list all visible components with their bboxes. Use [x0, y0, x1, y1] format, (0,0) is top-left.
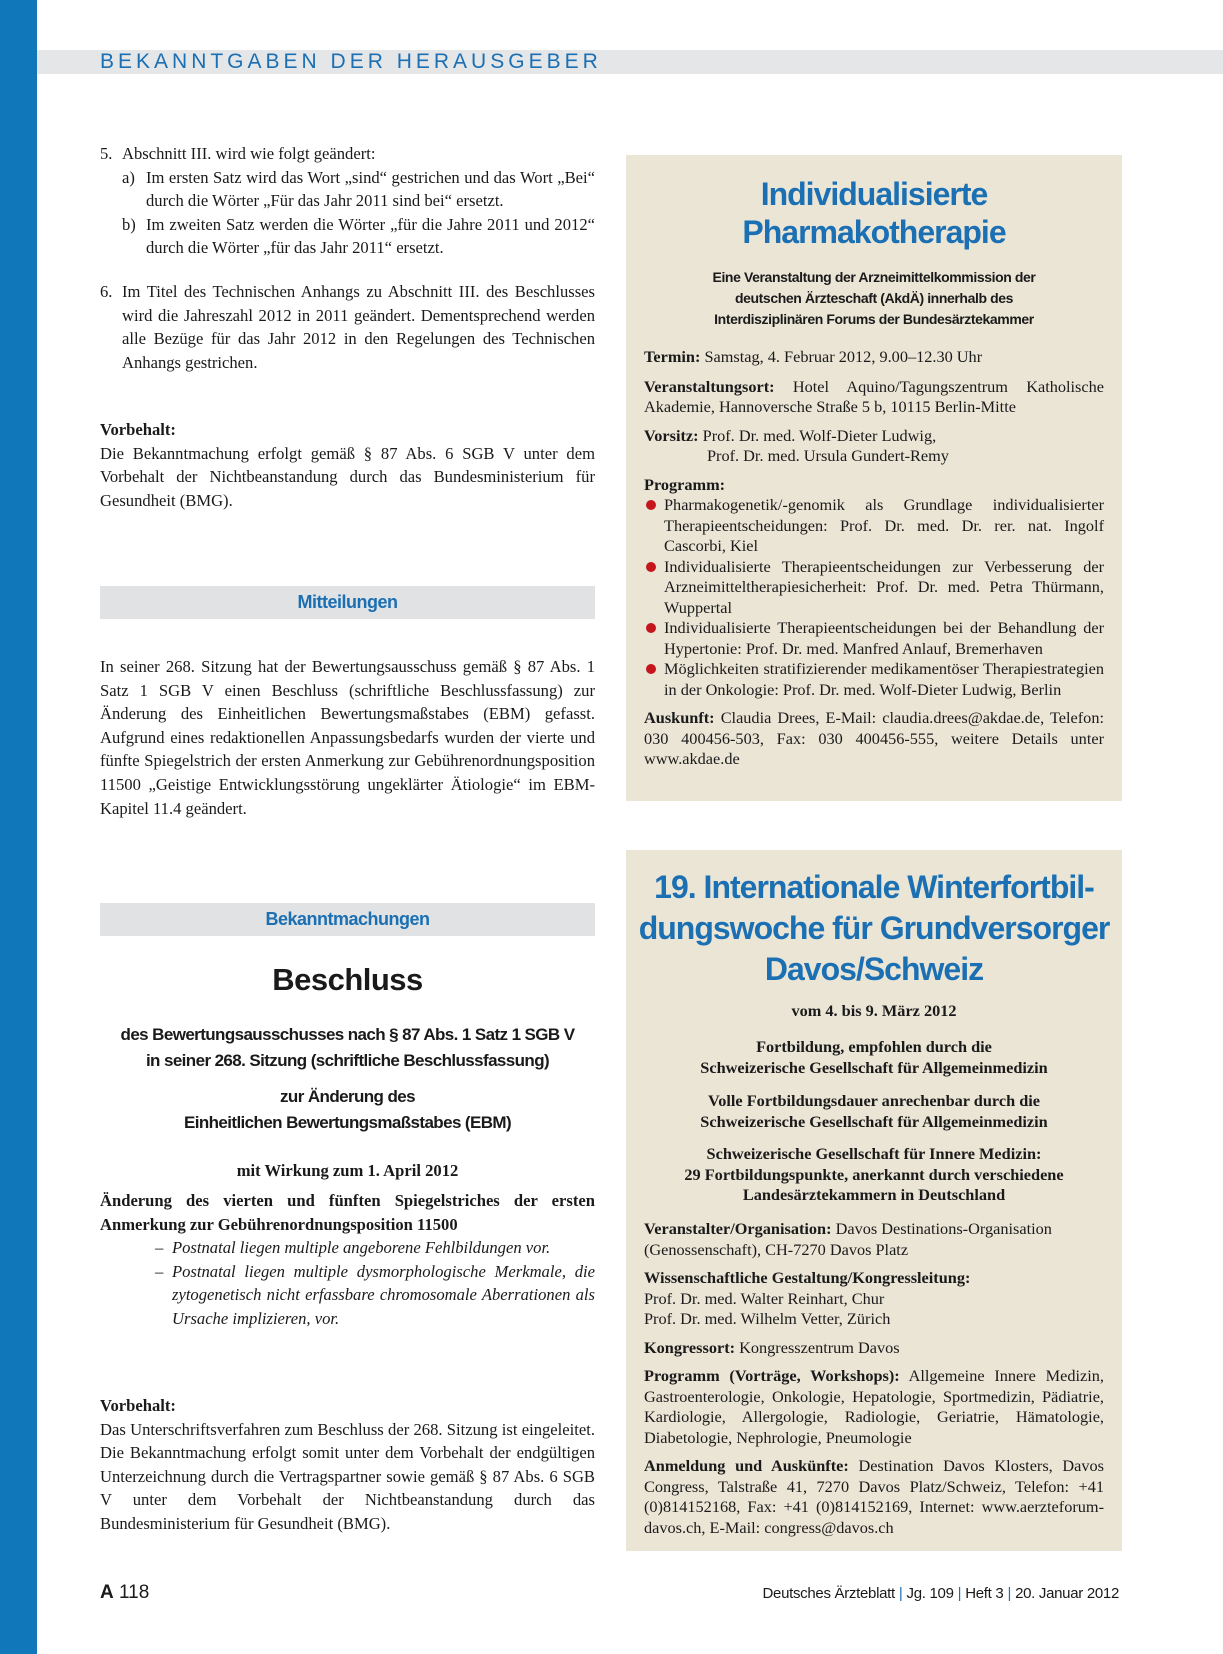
- wirkung-date: mit Wirkung zum 1. April 2012: [236, 1161, 459, 1180]
- event-date: vom 4. bis 9. März 2012: [791, 1001, 957, 1020]
- sub-item-b: b) Im zweiten Satz werden die Wörter „für die Jahre 2011 und 2012“ durch die Wörter „für das Jahr 2011“ ersetzt.: [122, 214, 595, 258]
- sub-item-a: a) Im ersten Satz wird das Wort „sind“ gestrichen und das Wort „Bei“ durch die Wörter „Für das Jahr 2011 sind bei“ ersetzt.: [122, 167, 595, 211]
- vorbehalt-label: Vorbehalt:: [100, 1396, 176, 1415]
- page-number: A 118: [100, 1582, 150, 1603]
- auskunft: Auskunft: Claudia Drees, E-Mail: claudia.drees@akdae.de, Telefon: 030 400456-503, Fax: 030 400456-555, weitere Details unter www.akdae.de: [644, 708, 1104, 768]
- bullet-icon: [646, 562, 656, 572]
- event-subtitle: Eine Veranstaltung der Arzneimittelkommission der deutschen Ärzteschaft (AkdÄ) innerhalb des Interdisziplinären Forums der Bundesärztekammer: [712, 269, 1036, 327]
- bullet-icon: [646, 664, 656, 674]
- sidebar-stripe: [0, 0, 37, 1654]
- veranstalter: Veranstalter/Organisation: Davos Destinations-Organisation (Genossenschaft), CH-7270 Davos Platz: [644, 1219, 1052, 1259]
- journal-info: Deutsches Ärzteblatt | Jg. 109 | Heft 3 | 20. Januar 2012: [762, 1585, 1119, 1602]
- list-item-6: 6. Im Titel des Technischen Anhangs zu Abschnitt III. des Beschlusses wird die Jahreszahl 2012 in 2011 geändert. Dementsprechend werden alle Bezüge für das Jahr 2012 in den Regelungen des Technischen Anhangs gestrichen.: [100, 281, 595, 372]
- accreditation-2: Volle Fortbildungsdauer anrechenbar durch die Schweizerische Gesellschaft für Allgemeinmedizin: [700, 1091, 1048, 1131]
- accreditation-3: Schweizerische Gesellschaft für Innere Medizin: 29 Fortbildungspunkte, anerkannt durch verschiedene Landesärztekammern in Deutschland: [684, 1144, 1064, 1204]
- dash-item-2: – Postnatal liegen multiple dysmorphologische Merkmale, die zytogenetisch nicht erfassbare chromosomale Aberrationen als Ursache implizieren, vor.: [155, 1261, 595, 1328]
- beschluss-subtitle: des Bewertungsausschusses nach § 87 Abs. 1 Satz 1 SGB V in seiner 268. Sitzung (schriftliche Beschlussfassung): [120, 1025, 575, 1070]
- wiss-label: Wissenschaftliche Gestaltung/Kongressleitung:: [644, 1268, 971, 1287]
- veranstaltungsort: Veranstaltungsort: Hotel Aquino/Tagungszentrum Katholische Akademie, Hannoversche Straße 5 b, 10115 Berlin-Mitte: [644, 376, 1104, 416]
- vorbehalt-text: Das Unterschriftsverfahren zum Beschluss der 268. Sitzung ist eingeleitet. Die Bekanntmachung erfolgt somit unter dem Vorbehalt der endgültigen Unterzeichnung durch die Vertragspartner sowie gemäß § 87 Abs. 6 SGB V unter dem Vorbehalt der Nichtbeanstandung durch das Bundesministerium für Gesundheit (BMG).: [100, 1419, 595, 1533]
- bullet-icon: [646, 500, 656, 510]
- section-header: BEKANNTGABEN DER HERAUSGEBER: [100, 50, 602, 73]
- vorsitz-2: Prof. Dr. med. Ursula Gundert-Remy: [707, 446, 949, 465]
- vorbehalt-text: Die Bekanntmachung erfolgt gemäß § 87 Abs. 6 SGB V unter dem Vorbehalt der Nichtbeanstandung durch das Bundesministerium für Gesundheit (BMG).: [100, 443, 595, 510]
- aenderung-block: [100, 1189, 595, 1331]
- programm-item: Individualisierte Therapieentscheidungen bei der Behandlung der Hypertonie: Prof. Dr. med. Manfred Anlauf, Bremerhaven: [644, 618, 1104, 659]
- anmeldung: Anmeldung und Auskünfte: Destination Davos Klosters, Davos Congress, Talstraße 41, 7270 Davos Platz/Schweiz, Telefon: +41 (0)814152168, Fax: +41 (0)814152169, Internet: www.aerzteforum-davos.ch, E-Mail: congress@davos.ch: [644, 1456, 1104, 1537]
- vorbehalt-block-2: [100, 1394, 595, 1536]
- programm: Programm (Vorträge, Workshops): Allgemeine Innere Medizin, Gastroenterologie, Onkologie, Hepatologie, Sportmedizin, Pädiatrie, Kardiologie, Allergologie, Radiologie, Geriatrie, Hämatologie, Diabetologie, Nephrologie, Pneumologie: [644, 1366, 1104, 1447]
- beschluss-title: Beschluss: [272, 962, 423, 997]
- list-item-text: Abschnitt III. wird wie folgt geändert:: [122, 144, 376, 163]
- programm-item: Individualisierte Therapieentscheidungen zur Verbesserung der Arzneimitteltherapiesicherheit: Prof. Dr. med. Petra Thürmann, Wuppertal: [644, 557, 1104, 619]
- beschluss-subject: zur Änderung des Einheitlichen Bewertungsmaßstabes (EBM): [183, 1087, 512, 1132]
- event-details: [644, 1219, 1104, 1538]
- aenderung-heading: Änderung des vierten und fünften Spiegelstriches der ersten Anmerkung zur Gebührenordnungsposition 11500: [100, 1191, 595, 1234]
- mitteilungen-text: In seiner 268. Sitzung hat der Bewertungsausschuss gemäß § 87 Abs. 1 Satz 1 SGB V einen Beschluss (schriftliche Beschlussfassung) zur Änderung des Einheitlichen Bewertungsmaßstabes (EBM) gefasst. Aufgrund eines redaktionellen Anpassungsbedarfs wurden der vierte und fünfte Spiegelstrich der ersten Anmerkung zur Gebührenordnungsposition 11500 „Geistige Entwicklungsstörung ungeklärter Ätiologie“ im EBM-Kapitel 11.4 geändert.: [100, 657, 595, 818]
- list-item-5: 5. Abschnitt III. wird wie folgt geändert:: [100, 142, 595, 166]
- bekanntmachungen-heading: Bekanntmachungen: [100, 903, 595, 936]
- vorbehalt-label: Vorbehalt:: [100, 420, 176, 439]
- dash-item-1: – Postnatal liegen multiple angeborene Fehlbildungen vor.: [155, 1238, 551, 1258]
- wiss-person-2: Prof. Dr. med. Wilhelm Vetter, Zürich: [644, 1309, 891, 1328]
- event-box-davos: [626, 850, 1122, 1551]
- event-title: Individualisierte Pharmakotherapie: [742, 176, 1006, 250]
- vorbehalt-block: [100, 418, 595, 512]
- accreditation-1: Fortbildung, empfohlen durch die Schweizerische Gesellschaft für Allgemeinmedizin: [700, 1037, 1048, 1077]
- mitteilungen-heading: Mitteilungen: [100, 586, 595, 619]
- programm-item: Pharmakogenetik/-genomik als Grundlage individualisierter Therapieentscheidungen: Prof. Dr. med. Dr. rer. nat. Ingolf Cascorbi, Kiel: [644, 495, 1104, 557]
- event-title: 19. Internationale Winterfortbil- dungswoche für Grundversorger Davos/Schweiz: [638, 869, 1110, 987]
- bullet-icon: [646, 623, 656, 633]
- wiss-person-1: Prof. Dr. med. Walter Reinhart, Chur: [644, 1288, 885, 1308]
- event-details: [644, 347, 1104, 770]
- vorsitz: Vorsitz: Prof. Dr. med. Wolf-Dieter Ludwig,: [644, 425, 937, 445]
- programm-label: Programm:: [644, 474, 726, 494]
- amendment-list: [100, 142, 595, 374]
- kongressort: Kongressort: Kongresszentrum Davos: [644, 1337, 900, 1357]
- programm-item: Möglichkeiten stratifizierender medikamentöser Therapiestrategien in der Onkologie: Prof. Dr. med. Wolf-Dieter Ludwig, Berlin: [644, 659, 1104, 700]
- termin: Termin: Samstag, 4. Februar 2012, 9.00–12.30 Uhr: [644, 347, 983, 366]
- event-box-akdae: [626, 155, 1122, 801]
